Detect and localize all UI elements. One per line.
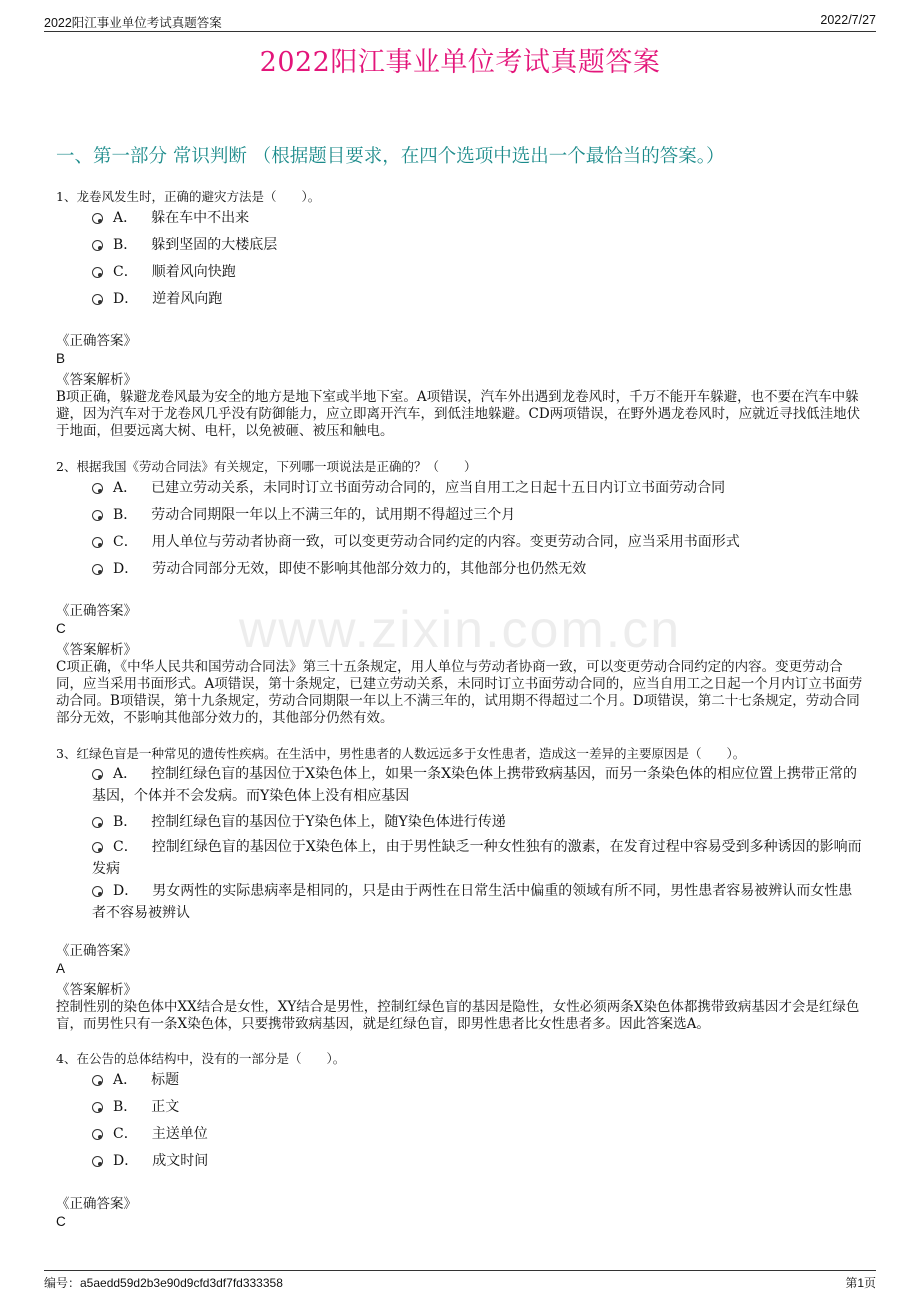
question-stem: 3、红绿色盲是一种常见的遗传性疾病。在生活中，男性患者的人数远远多于女性患者，造成这一差异的主要原因是（ ）。 [56, 746, 746, 761]
option-a[interactable]: A． 控制红绿色盲的基因位于X染色体上，如果一条X染色体上携带致病基因，而另一条染色体的相应位置上携带正常的基因，个体并不会发病。而Y染色体上没有相应基因 [92, 766, 858, 804]
option-b[interactable]: B． 劳动合同期限一年以上不满三年的，试用期不得超过三个月 [92, 502, 862, 528]
option-b[interactable]: B． 控制红绿色盲的基因位于Y染色体上，随Y染色体进行传递 [92, 809, 862, 835]
page-footer [44, 1270, 876, 1293]
radio-icon[interactable] [92, 294, 103, 305]
radio-icon[interactable] [92, 564, 103, 575]
option-a[interactable]: A． 已建立劳动关系，未同时订立书面劳动合同的，应当自用工之日起十五日内订立书面劳动合同 [92, 475, 862, 501]
question-stem: 1、龙卷风发生时，正确的避灾方法是（ ）。 [56, 189, 321, 204]
option-b[interactable]: B． 正文 [92, 1094, 862, 1120]
option-c[interactable]: C． 用人单位与劳动者协商一致，可以变更劳动合同约定的内容。变更劳动合同，应当采用书面形式 [92, 529, 862, 555]
answer-label: 《正确答案》 [56, 943, 137, 959]
answer-value: A [56, 961, 66, 976]
option-d[interactable]: D． 劳动合同部分无效，即使不影响其他部分效力的，其他部分也仍然无效 [92, 556, 862, 582]
explanation-label: 《答案解析》 [56, 372, 137, 388]
answer-value: C [56, 621, 66, 636]
explanation-label: 《答案解析》 [56, 982, 137, 998]
radio-icon[interactable] [92, 769, 103, 780]
question-stem: 4、在公告的总体结构中，没有的一部分是（ ）。 [56, 1051, 346, 1066]
option-c[interactable]: C． 控制红绿色盲的基因位于X染色体上，由于男性缺乏一种女性独有的激素，在发育过程中容易受到多种诱因的影响而发病 [92, 839, 862, 877]
radio-icon[interactable] [92, 886, 103, 897]
answer-value: C [56, 1214, 66, 1229]
option-a[interactable]: A． 标题 [92, 1067, 862, 1093]
radio-icon[interactable] [92, 842, 103, 853]
header-date: 2022/7/27 [820, 13, 876, 27]
answer-label: 《正确答案》 [56, 603, 137, 619]
page-header [44, 11, 876, 32]
radio-icon[interactable] [92, 1075, 103, 1086]
option-a[interactable]: A． 躲在车中不出来 [92, 205, 862, 231]
option-d[interactable]: D． 男女两性的实际患病率是相同的，只是由于两性在日常生活中偏重的领域有所不同，男性患者容易被辨认而女性患者不容易被辨认 [92, 883, 853, 921]
option-d[interactable]: D． 成文时间 [92, 1148, 862, 1174]
watermark: www.zixin.com.cn [238, 601, 682, 659]
radio-icon[interactable] [92, 817, 103, 828]
radio-icon[interactable] [92, 1129, 103, 1140]
question-stem: 2、根据我国《劳动合同法》有关规定，下列哪一项说法是正确的？（ ） [56, 459, 477, 474]
radio-icon[interactable] [92, 267, 103, 278]
radio-icon[interactable] [92, 1102, 103, 1113]
radio-icon[interactable] [92, 1156, 103, 1167]
header-title: 2022阳江事业单位考试真题答案 [44, 16, 222, 30]
document-id: 编号：a5aedd59d2b3e90d9cfd3df7fd333358 [44, 1276, 283, 1290]
explanation-text: 控制性别的染色体中XX结合是女性，XY结合是男性，控制红绿色盲的基因是隐性，女性必须两条X染色体都携带致病基因才会是红绿色盲，而男性只有一条X染色体，只要携带致病基因，就是红绿色盲，即男性患者比女性患者多。因此答案选A。 [56, 999, 860, 1032]
radio-icon[interactable] [92, 213, 103, 224]
section-heading: 一、第一部分 常识判断 （根据题目要求，在四个选项中选出一个最恰当的答案。） [56, 146, 725, 167]
explanation-text: B项正确，躲避龙卷风最为安全的地方是地下室或半地下室。A项错误，汽车外出遇到龙卷风时，千万不能开车躲避，也不要在汽车中躲避，因为汽车对于龙卷风几乎没有防御能力，应立即离开汽车，到低洼地躲避。CD两项错误，在野外遇龙卷风时，应就近寻找低洼地伏于地面，但要远离大树、电杆，以免被砸、被压和触电。 [56, 389, 861, 439]
option-c[interactable]: C． 顺着风向快跑 [92, 259, 862, 285]
option-c[interactable]: C． 主送单位 [92, 1121, 862, 1147]
document-title: 2022阳江事业单位考试真题答案 [259, 47, 661, 78]
radio-icon[interactable] [92, 483, 103, 494]
page-number: 第1页 [845, 1276, 876, 1290]
answer-value: B [56, 351, 66, 366]
answer-label: 《正确答案》 [56, 333, 137, 349]
explanation-label: 《答案解析》 [56, 642, 137, 658]
explanation-text: C项正确，《中华人民共和国劳动合同法》第三十五条规定，用人单位与劳动者协商一致，可以变更劳动合同约定的内容。变更劳动合同，应当采用书面形式。A项错误，第十条规定，已建立劳动关系，未同时订立书面劳动合同的，应当自用工之日起一个月内订立书面劳动合同。B项错误，第十九条规定，劳动合同期限一年以上不满三年的，试用期不得超过二个月。D项错误，第二十七条规定，劳动合同部分无效，不影响其他部分效力的，其他部分仍然有效。 [56, 659, 863, 726]
radio-icon[interactable] [92, 510, 103, 521]
option-b[interactable]: B． 躲到坚固的大楼底层 [92, 232, 862, 258]
radio-icon[interactable] [92, 240, 103, 251]
radio-icon[interactable] [92, 537, 103, 548]
option-d[interactable]: D． 逆着风向跑 [92, 286, 862, 312]
answer-label: 《正确答案》 [56, 1196, 137, 1212]
